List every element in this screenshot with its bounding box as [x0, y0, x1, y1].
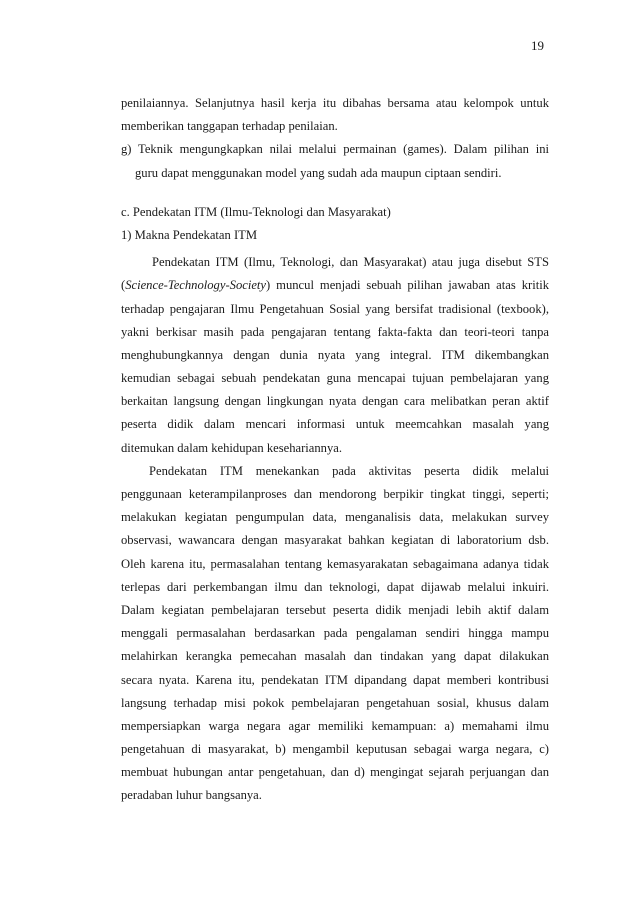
text-line: penilaiannya. Selanjutnya hasil kerja itu dibahas bersama atau kelompok untuk [121, 96, 549, 110]
text-line: terlepas dari perkembangan ilmu dan teknologi, dapat dijawab melalui inkuiri. [121, 579, 549, 594]
section-heading: c. Pendekatan ITM (Ilmu-Teknologi dan Masyarakat) [121, 204, 391, 219]
text-line: yakni berkisar masih pada pengajaran tentang fakta-fakta dan teori-teori tanpa [121, 324, 549, 339]
text-line: ditemukan dalam kehidupan kesehariannya. [121, 440, 343, 455]
text-line: peserta didik dalam mencari informasi untuk meemcahkan masalah yang [121, 417, 549, 432]
subsection-heading: 1) Makna Pendekatan ITM [121, 227, 258, 242]
text-line: guru dapat menggunakan model yang sudah ada maupun ciptaan sendiri. [135, 165, 502, 180]
text-line: peradaban luhur bangsanya. [121, 788, 262, 803]
text-line: menggali permasalahan berdasarkan pada pengalaman sendiri hingga mampu [121, 626, 549, 641]
text-line: secara nyata. Karena itu, pendekatan ITM dipandang dapat memberi kontribusi [121, 672, 549, 687]
text-line: membuat hubungan antar pengetahuan, dan d) mengingat sejarah perjuangan dan [121, 765, 549, 780]
text-line: langsung terhadap misi pokok pembelajaran pengetahuan sosial, khusus dalam [121, 695, 549, 710]
text-line: kemudian sebagai sebuah pendekatan guna mencapai tujuan pembelajaran yang [121, 371, 549, 386]
text-line: Oleh karena itu, permasalahan tentang kemasyarakatan sebagaimana adanya tidak [121, 556, 549, 571]
text-line: melakukan kegiatan pengumpulan data, menganalisis data, melakukan survey [121, 510, 549, 525]
italic-term: Science-Technology-Society [125, 278, 267, 293]
document-body [121, 92, 549, 808]
text-line: melahirkan kerangka pemecahan masalah dan tindakan yang dapat dilakukan [121, 649, 549, 664]
text-line: memberikan tanggapan terhadap penilaian. [121, 119, 338, 134]
text-line: pengetahuan di masyarakat, b) mengambil keputusan sebagai warga negara, c) [121, 742, 549, 757]
paragraph-first-line: Pendekatan ITM (Ilmu, Teknologi, dan Masyarakat) atau juga disebut STS [152, 255, 549, 270]
text-line: Dalam kegiatan pembelajaran tersebut peserta didik menjadi lebih aktif dalam [121, 602, 549, 617]
text-line: berkaitan langsung dengan lingkungan nyata dengan cara melibatkan peran aktif [121, 394, 549, 409]
text-line: penggunaan keterampilanproses dan mendorong berpikir tingkat tinggi, seperti; [121, 487, 549, 501]
text-line: terhadap pengajaran Ilmu Pengetahuan Sosial yang bersifat tradisional (texbook), [121, 301, 549, 316]
text-line: (Science-Technology-Society) muncul menjadi sebuah pilihan jawaban atas kritik [121, 278, 549, 293]
paragraph-first-line: Pendekatan ITM menekankan pada aktivitas peserta didik melalui [149, 463, 549, 478]
text-line: mempersiapkan warga negara agar memiliki kemampuan: a) memahami ilmu [121, 718, 549, 733]
page-number: 19 [531, 38, 544, 53]
list-item-g: g) Teknik mengungkapkan nilai melalui permainan (games). Dalam pilihan ini [121, 142, 549, 157]
text-line: observasi, wawancara dengan masyarakat bahkan kegiatan di laboratorium dsb. [121, 533, 549, 548]
text-line: menghubungkannya dengan dunia nyata yang integral. ITM dikembangkan [121, 347, 549, 362]
